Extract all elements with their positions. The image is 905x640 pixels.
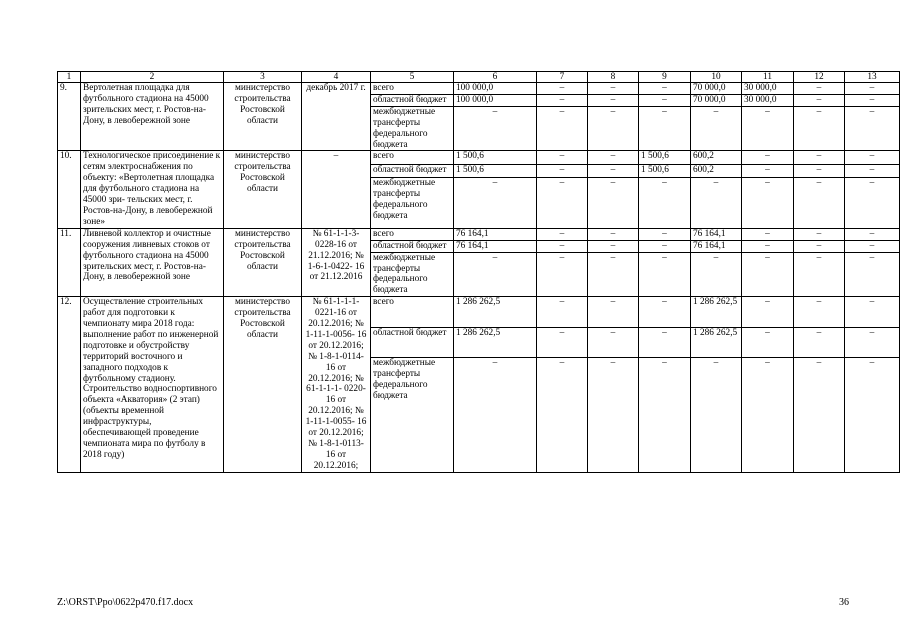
column-number: 4: [302, 72, 371, 83]
amount-cell: –: [537, 94, 588, 106]
program-table: [57, 71, 900, 473]
amount-cell: –: [845, 83, 900, 95]
item-name: Технологическое присоединение к сетям электроснабжения по объекту: «Вертолетная площадка для футбольного стадиона на 45000 зри- тельских мест, г. Ростов-на-Дону, в левобережной зоне»: [81, 151, 224, 228]
item-executor: министерство строительства Ростовской области: [224, 83, 302, 151]
funding-source: всего: [371, 228, 454, 240]
amount-cell: 76 164,1: [691, 228, 742, 240]
amount-cell: –: [794, 94, 845, 106]
column-number: 10: [691, 72, 742, 83]
item-document: № 61-1-1-1- 0221-16 от 20.12.2016; № 1-11-1-0056- 16 от 20.12.2016; № 1-8-1-0114- 16 от 20.12.2016; № 61-1-1-1- 0220-16 от 20.12.2016; № 1-11-1-0055- 16 от 20.12.2016; № 1-8-1-0113- 16 от 20.12.2016;: [302, 297, 371, 473]
amount-cell: –: [845, 252, 900, 297]
amount-cell: –: [794, 178, 845, 228]
funding-source: межбюджетные трансферты федерального бюджета: [371, 358, 454, 472]
amount-cell: –: [639, 358, 691, 472]
amount-cell: –: [845, 94, 900, 106]
funding-source: областной бюджет: [371, 94, 454, 106]
amount-cell: 1 500,6: [454, 151, 537, 164]
column-number: 5: [371, 72, 454, 83]
item-name: Вертолетная площадка для футбольного стадиона на 45000 зрительских мест, г. Ростов-на-Дону, в левобережной зоне: [81, 83, 224, 151]
amount-cell: 1 286 262,5: [691, 327, 742, 358]
amount-cell: –: [639, 94, 691, 106]
amount-cell: –: [794, 151, 845, 164]
amount-cell: –: [454, 178, 537, 228]
amount-cell: –: [742, 297, 794, 328]
page-number: 36: [839, 597, 849, 608]
amount-cell: –: [537, 240, 588, 252]
item-executor: министерство строительства Ростовской области: [224, 228, 302, 296]
amount-cell: –: [588, 164, 639, 177]
amount-cell: –: [588, 327, 639, 358]
funding-source: межбюджетные трансферты федерального бюджета: [371, 106, 454, 151]
funding-source: всего: [371, 297, 454, 328]
amount-cell: –: [537, 164, 588, 177]
amount-cell: –: [588, 297, 639, 328]
amount-cell: –: [691, 106, 742, 151]
file-path: Z:\ORST\Ppo\0622p470.f17.docx: [57, 597, 194, 608]
amount-cell: –: [742, 240, 794, 252]
table-row: [58, 151, 900, 164]
amount-cell: –: [639, 83, 691, 95]
amount-cell: 600,2: [691, 164, 742, 177]
amount-cell: –: [742, 228, 794, 240]
item-number: 10.: [58, 151, 81, 228]
item-document: № 61-1-1-3- 0228-16 от 21.12.2016; № 1-6-1-0422- 16 от 21.12.2016: [302, 228, 371, 296]
amount-cell: –: [639, 297, 691, 328]
amount-cell: –: [588, 94, 639, 106]
amount-cell: 76 164,1: [454, 240, 537, 252]
column-number: 1: [58, 72, 81, 83]
amount-cell: –: [588, 151, 639, 164]
amount-cell: 1 500,6: [454, 164, 537, 177]
column-number: 13: [845, 72, 900, 83]
item-executor: министерство строительства Ростовской области: [224, 297, 302, 473]
amount-cell: –: [537, 252, 588, 297]
amount-cell: 70 000,0: [691, 94, 742, 106]
amount-cell: –: [454, 106, 537, 151]
funding-source: областной бюджет: [371, 164, 454, 177]
amount-cell: 600,2: [691, 151, 742, 164]
amount-cell: –: [794, 164, 845, 177]
amount-cell: –: [691, 178, 742, 228]
amount-cell: –: [794, 228, 845, 240]
amount-cell: –: [794, 297, 845, 328]
amount-cell: –: [537, 83, 588, 95]
amount-cell: –: [537, 327, 588, 358]
column-number: 7: [537, 72, 588, 83]
amount-cell: –: [794, 106, 845, 151]
amount-cell: –: [537, 178, 588, 228]
amount-cell: –: [639, 240, 691, 252]
column-number: 11: [742, 72, 794, 83]
column-number: 9: [639, 72, 691, 83]
funding-source: областной бюджет: [371, 327, 454, 358]
amount-cell: –: [588, 228, 639, 240]
amount-cell: 100 000,0: [454, 83, 537, 95]
item-document: –: [302, 151, 371, 228]
amount-cell: –: [639, 327, 691, 358]
item-document: декабрь 2017 г.: [302, 83, 371, 151]
amount-cell: –: [845, 151, 900, 164]
amount-cell: –: [845, 106, 900, 151]
amount-cell: –: [588, 106, 639, 151]
funding-source: всего: [371, 151, 454, 164]
column-number: 8: [588, 72, 639, 83]
amount-cell: 1 286 262,5: [454, 297, 537, 328]
amount-cell: –: [537, 297, 588, 328]
amount-cell: –: [794, 358, 845, 472]
amount-cell: 100 000,0: [454, 94, 537, 106]
amount-cell: –: [742, 252, 794, 297]
column-number: 2: [81, 72, 224, 83]
amount-cell: 1 500,6: [639, 151, 691, 164]
item-number: 9.: [58, 83, 81, 151]
amount-cell: 30 000,0: [742, 94, 794, 106]
funding-source: межбюджетные трансферты федерального бюджета: [371, 252, 454, 297]
amount-cell: 76 164,1: [454, 228, 537, 240]
item-number: 11.: [58, 228, 81, 296]
amount-cell: –: [845, 327, 900, 358]
amount-cell: –: [742, 327, 794, 358]
amount-cell: –: [845, 228, 900, 240]
column-number-row: [58, 72, 900, 83]
amount-cell: 30 000,0: [742, 83, 794, 95]
table-row: [58, 228, 900, 240]
funding-source: областной бюджет: [371, 240, 454, 252]
amount-cell: –: [537, 106, 588, 151]
amount-cell: –: [537, 151, 588, 164]
amount-cell: –: [794, 252, 845, 297]
item-name: Осуществление строительных работ для подготовки к чемпионату мира 2018 года: выполнение работ по инженерной подготовке и обустройству территорий восточного и западного подходов к футбольному стадиону. Строительство водноспортивного объекта «Акватория» (2 этап) (объекты временной инфраструктуры, обеспечивающей проведение чемпионата мира по футболу в 2018 году): [81, 297, 224, 473]
amount-cell: –: [588, 240, 639, 252]
amount-cell: –: [742, 178, 794, 228]
amount-cell: –: [742, 151, 794, 164]
funding-source: всего: [371, 83, 454, 95]
amount-cell: –: [742, 164, 794, 177]
amount-cell: –: [588, 83, 639, 95]
amount-cell: 1 286 262,5: [691, 297, 742, 328]
amount-cell: 1 286 262,5: [454, 327, 537, 358]
amount-cell: –: [845, 240, 900, 252]
amount-cell: –: [639, 252, 691, 297]
amount-cell: –: [845, 297, 900, 328]
item-name: Ливневой коллектор и очистные сооружения ливневых стоков от футбольного стадиона на 45000 зрительских мест, г. Ростов-на-Дону, в левобережной зоне: [81, 228, 224, 296]
amount-cell: –: [537, 228, 588, 240]
amount-cell: 70 000,0: [691, 83, 742, 95]
amount-cell: –: [588, 178, 639, 228]
funding-source: межбюджетные трансферты федерального бюджета: [371, 178, 454, 228]
amount-cell: 76 164,1: [691, 240, 742, 252]
column-number: 3: [224, 72, 302, 83]
amount-cell: 1 500,6: [639, 164, 691, 177]
item-executor: министерство строительства Ростовской области: [224, 151, 302, 228]
amount-cell: –: [537, 358, 588, 472]
amount-cell: –: [794, 327, 845, 358]
column-number: 12: [794, 72, 845, 83]
amount-cell: –: [845, 178, 900, 228]
item-number: 12.: [58, 297, 81, 473]
amount-cell: –: [794, 240, 845, 252]
amount-cell: –: [742, 358, 794, 472]
amount-cell: –: [588, 358, 639, 472]
amount-cell: –: [794, 83, 845, 95]
table-row: [58, 297, 900, 328]
amount-cell: –: [454, 252, 537, 297]
amount-cell: –: [588, 252, 639, 297]
amount-cell: –: [691, 252, 742, 297]
column-number: 6: [454, 72, 537, 83]
table-row: [58, 83, 900, 95]
amount-cell: –: [639, 106, 691, 151]
amount-cell: –: [845, 358, 900, 472]
amount-cell: –: [454, 358, 537, 472]
amount-cell: –: [691, 358, 742, 472]
amount-cell: –: [845, 164, 900, 177]
amount-cell: –: [742, 106, 794, 151]
amount-cell: –: [639, 228, 691, 240]
amount-cell: –: [639, 178, 691, 228]
